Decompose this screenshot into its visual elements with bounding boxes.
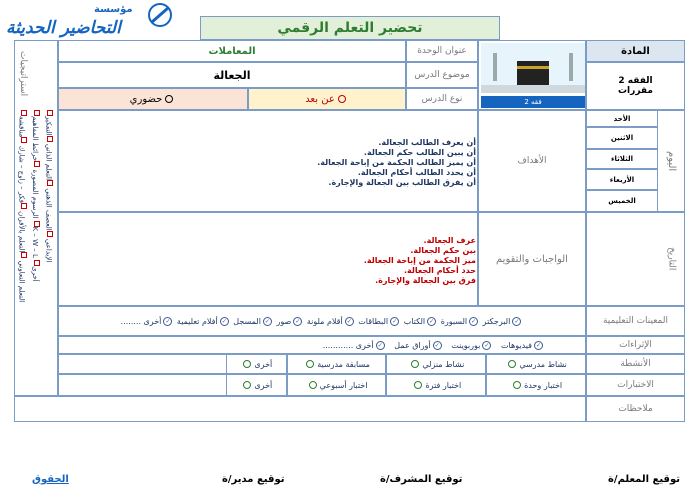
- radio-icon: [165, 95, 173, 103]
- tests-grid: [226, 374, 586, 396]
- strategy-item: التفكير: [44, 116, 53, 136]
- day-thu[interactable]: الخميس: [586, 190, 658, 212]
- activity-option[interactable]: [486, 354, 586, 374]
- lesson-value-cell: [58, 62, 406, 88]
- strategy-item: التعلم بالأقران: [17, 211, 26, 253]
- activity-item: نشاط مدرسي: [519, 359, 567, 369]
- aid-item: السبورة: [440, 316, 468, 326]
- subject-label-cell: [586, 40, 685, 62]
- unit-value-cell: [58, 40, 406, 62]
- check-icon[interactable]: ✓: [514, 317, 520, 325]
- strategy-item: الإبداعي: [44, 238, 53, 263]
- check-icon[interactable]: ✓: [484, 341, 490, 349]
- day-sun[interactable]: الأحد: [586, 110, 658, 127]
- homework-label: الواجبات والتقويم: [478, 212, 586, 306]
- homework-item: عرف الجعالة.: [423, 236, 476, 245]
- enrich-item: أوراق عمل: [394, 340, 431, 350]
- objective-item: أن يفرق الطالب بين الجعالة والإجارة.: [328, 178, 476, 187]
- homework-item: حدد أحكام الجعالة.: [403, 266, 476, 275]
- radio-icon: [306, 360, 314, 368]
- activity-option[interactable]: [226, 354, 287, 374]
- activity-item: أخرى: [254, 359, 273, 369]
- radio-icon: [243, 360, 251, 368]
- book-cover-cell: [478, 40, 586, 110]
- strategy-item: الرسوم المصورة: [30, 169, 39, 219]
- radio-icon: [513, 381, 521, 389]
- kaaba-image: [481, 43, 585, 93]
- radio-icon: [309, 381, 317, 389]
- aid-item: صور: [276, 316, 292, 326]
- aid-item: الكتاب: [403, 316, 426, 326]
- days-list: [586, 110, 658, 212]
- date-label: التاريخ: [666, 247, 677, 271]
- enrich-list: [323, 341, 545, 350]
- objective-item: أن يميز الطالب الحكمة من إباحة الجعالة.: [317, 158, 476, 167]
- logo-line2: التحاضير الحديثة: [6, 18, 121, 38]
- aid-item: أقلام ملونة: [306, 316, 343, 326]
- aid-item: البرجكتر: [482, 316, 511, 326]
- test-option[interactable]: [226, 374, 287, 396]
- unit-label: عنوان الوحدة: [406, 40, 478, 62]
- aid-item: أخرى ........: [120, 316, 162, 326]
- rights-link[interactable]: الحقوق: [32, 474, 69, 485]
- tests-label: الاختبارات: [586, 374, 685, 396]
- objective-item: أن يحدد الطالب أحكام الجعالة.: [357, 168, 476, 177]
- checkbox-icon[interactable]: [47, 136, 53, 142]
- check-icon[interactable]: ✓: [264, 317, 270, 325]
- subject-label: المادة: [621, 45, 650, 57]
- lesson-label: موضوع الدرس: [406, 62, 478, 88]
- radio-icon: [243, 381, 251, 389]
- checkbox-icon[interactable]: [21, 203, 27, 209]
- enrich-item: فيديوهات: [501, 340, 532, 350]
- inperson-label: حضوري: [129, 93, 163, 105]
- check-icon[interactable]: ✓: [429, 317, 435, 325]
- logo-line1: مؤسسة: [94, 4, 133, 15]
- activity-option[interactable]: [287, 354, 387, 374]
- principal-signature: توقيع مدير/ة: [222, 474, 285, 485]
- test-option[interactable]: [486, 374, 586, 396]
- day-tue[interactable]: الثلاثاء: [586, 149, 658, 169]
- check-icon[interactable]: ✓: [165, 317, 171, 325]
- aids-list: [121, 317, 524, 326]
- activity-item: نشاط منزلي: [422, 359, 465, 369]
- enrich-item: أخرى ............: [322, 340, 374, 350]
- enrich-item: بوربوينت: [451, 340, 481, 350]
- homework-item: فرق بين الجعالة والإجارة.: [375, 276, 476, 285]
- supervisor-signature: توقيع المشرف/ة: [380, 474, 463, 485]
- objectives-label: الأهداف: [478, 110, 586, 212]
- title-bar: [200, 16, 500, 40]
- strategies-label: استراتيجيات: [18, 51, 28, 97]
- checkbox-icon[interactable]: [34, 161, 40, 167]
- check-icon[interactable]: ✓: [535, 341, 542, 349]
- check-icon[interactable]: ✓: [377, 341, 383, 349]
- check-icon[interactable]: ✓: [346, 317, 352, 325]
- checkbox-icon[interactable]: [47, 180, 53, 186]
- test-item: اختبار أسبوعي: [319, 380, 368, 390]
- activities-grid: [226, 354, 586, 374]
- objectives-list: [200, 138, 476, 188]
- activity-option[interactable]: [386, 354, 486, 374]
- checkbox-icon[interactable]: [21, 137, 27, 143]
- test-item: اختبار فترة: [425, 380, 462, 390]
- subject-value2: مقررات: [618, 86, 653, 96]
- activities-label: الأنشطة: [586, 354, 685, 374]
- strategy-item: التعلم الذاتي: [44, 143, 53, 181]
- notes-cell[interactable]: [14, 396, 586, 422]
- day-wed[interactable]: الأربعاء: [586, 169, 658, 190]
- aid-item: المسجل: [233, 316, 261, 326]
- test-item: أخرى: [254, 380, 273, 390]
- logo: [4, 2, 184, 42]
- remote-label: عن بعد: [305, 93, 335, 105]
- homework-list: [200, 236, 476, 286]
- lesson-value: الجعالة: [213, 68, 251, 82]
- check-icon[interactable]: ✓: [392, 317, 398, 325]
- test-option[interactable]: [287, 374, 387, 396]
- checkbox-icon[interactable]: [21, 252, 27, 258]
- pen-icon: [142, 2, 178, 28]
- day-mon[interactable]: الاثنين: [586, 127, 658, 149]
- radio-icon: [508, 360, 516, 368]
- strategy-item: مناقشة: [17, 116, 26, 138]
- objective-item: أن يبين الطالب حكم الجعالة.: [363, 148, 476, 157]
- radio-icon: [411, 360, 419, 368]
- activity-item: مسابقة مدرسية: [317, 359, 370, 369]
- days-label: اليوم: [666, 150, 677, 172]
- radio-icon: [414, 381, 422, 389]
- enrich-label: الإثراءات: [586, 336, 685, 354]
- strategy-item: خرائط المفاهيم: [30, 116, 39, 162]
- strategy-item: التعلم التعاوني: [17, 260, 26, 303]
- teacher-signature: توقيع المعلم/ة: [608, 474, 680, 485]
- test-item: اختبار وحدة: [524, 380, 563, 390]
- radio-icon: [338, 95, 346, 103]
- unit-value: المعاملات: [208, 45, 256, 57]
- aids-label: المعينات التعليمية: [586, 306, 685, 336]
- lesson-type-remote[interactable]: [248, 88, 406, 110]
- homework-item: ميز الحكمة من إباحة الجعالة.: [363, 256, 476, 265]
- strategy-item: العصف الذهني: [44, 188, 53, 231]
- aids-cell: [58, 306, 586, 336]
- aid-item: البطاقات: [358, 316, 389, 326]
- subject-value: الفقه 2: [618, 76, 653, 86]
- strategies-col-3: [43, 110, 55, 394]
- strategies-list: [16, 110, 56, 394]
- subject-value-cell: [586, 62, 685, 110]
- check-icon[interactable]: ✓: [221, 317, 227, 325]
- strategies-col-1: [17, 110, 29, 394]
- check-icon[interactable]: ✓: [471, 317, 477, 325]
- objective-item: أن يعرف الطالب الجعالة.: [378, 138, 476, 147]
- strategy-item: أخرى: [30, 266, 39, 282]
- notes-label: ملاحظات: [586, 396, 685, 422]
- book-caption: فقه 2: [481, 96, 585, 108]
- aid-item: أفلام تعليمية: [176, 316, 218, 326]
- checkbox-icon[interactable]: [47, 231, 53, 237]
- check-icon[interactable]: ✓: [295, 317, 301, 325]
- test-option[interactable]: [386, 374, 486, 396]
- page-title: تحضير التعلم الرقمي: [277, 20, 423, 36]
- strategy-item: K – W – L: [30, 226, 39, 258]
- lesson-type-inperson[interactable]: [58, 88, 248, 110]
- strategies-col-2: [30, 110, 42, 394]
- lesson-type-label: نوع الدرس: [406, 88, 478, 110]
- strategy-item: فكر – زاوج – شارك: [17, 145, 26, 203]
- footer: [0, 470, 700, 490]
- check-icon[interactable]: ✓: [434, 341, 440, 349]
- enrich-cell: [58, 336, 586, 354]
- homework-item: بين حكم الجعالة.: [410, 246, 476, 255]
